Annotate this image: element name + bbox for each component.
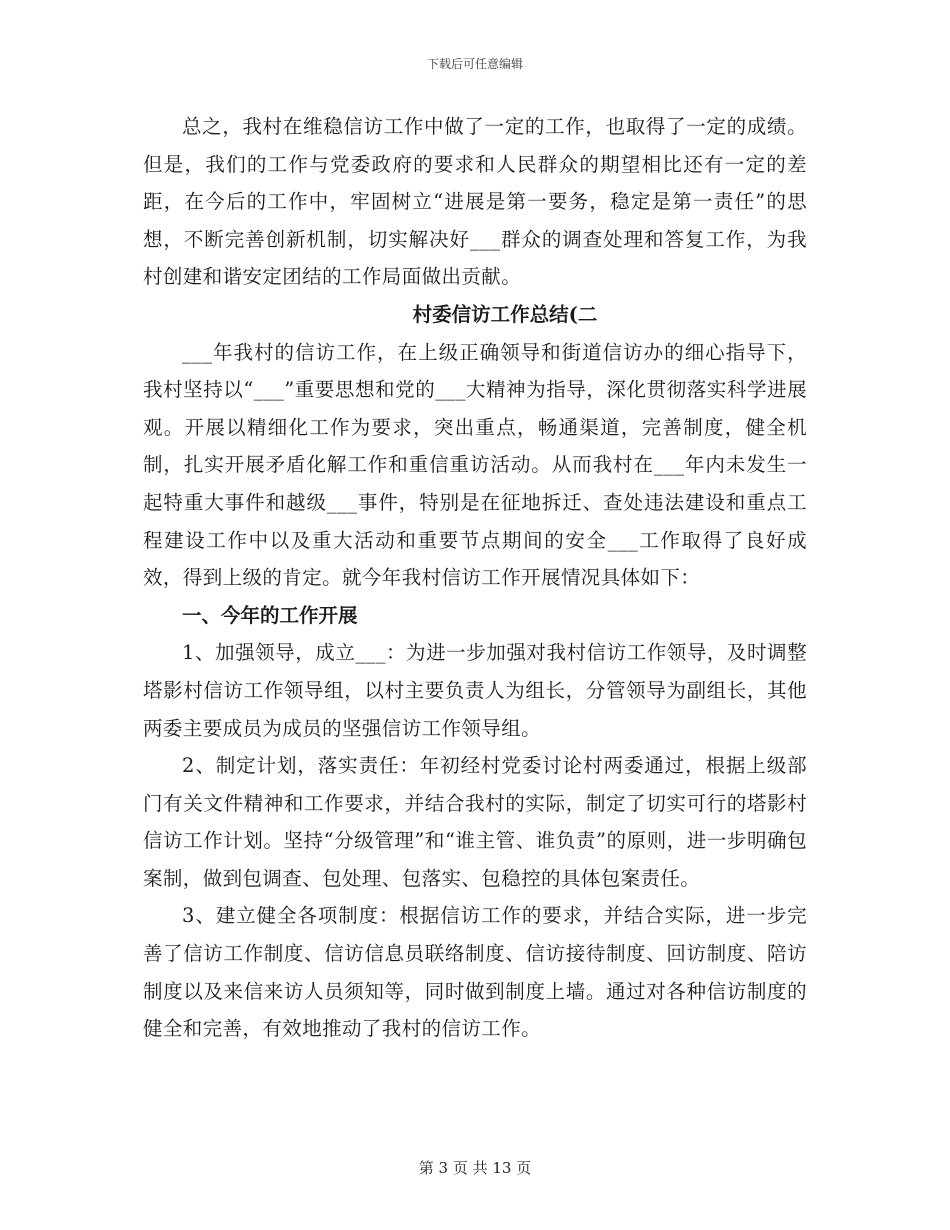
section-title: 村委信访工作总结(二 <box>412 302 598 326</box>
paragraph-conclusion: 总之，我村在维稳信访工作中做了一定的工作，也取得了一定的成绩。但是，我们的工作与党委政府的要求和人民群众的期望相比还有一定的差距，在今后的工作中，牢固树立“进展是第一要务，稳定是第一责任”的思想，不断完善创新机制，切实解决好___群众的调查处理和答复工作，为我村创建和谐安定团结的工作局面做出贡献。 <box>143 115 807 289</box>
page-footer: 第 3 页 共 13 页 <box>418 1159 532 1177</box>
page-header: 下载后可任意编辑 <box>426 57 523 71</box>
subsection-heading: 一、今年的工作开展 <box>182 603 358 627</box>
paragraph-item-1: 1、加强领导，成立___：为进一步加强对我村信访工作领导，及时调整塔影村信访工作领导组，以村主要负责人为组长，分管领导为副组长，其他两委主要成员为成员的坚强信访工作领导组。 <box>143 641 807 740</box>
paragraph-item-3: 3、建立健全各项制度：根据信访工作的要求，并结合实际，进一步完善了信访工作制度、信访信息员联络制度、信访接待制度、回访制度、陪访制度以及来信来访人员须知等，同时做到制度上墙。通过对各种信访制度的健全和完善，有效地推动了我村的信访工作。 <box>143 904 807 1041</box>
paragraph-intro: ___年我村的信访工作，在上级正确领导和街道信访办的细心指导下，我村坚持以“___”重要思想和党的___大精神为指导，深化贯彻落实科学进展观。开展以精细化工作为要求，突出重点，畅通渠道，完善制度，健全机制，扎实开展矛盾化解工作和重信重访活动。从而我村在___年内未发生一起特重大事件和越级___事件，特别是在征地拆迁、查处违法建设和重点工程建设工作中以及重大活动和重要节点期间的安全___工作取得了良好成效，得到上级的肯定。就今年我村信访工作开展情况具体如下： <box>143 340 807 590</box>
paragraph-item-2: 2、制定计划，落实责任：年初经村党委讨论村两委通过，根据上级部门有关文件精神和工作要求，并结合我村的实际，制定了切实可行的塔影村信访工作计划。坚持“分级管理”和“谁主管、谁负责”的原则，进一步明确包案制，做到包调查、包处理、包落实、包稳控的具体包案责任。 <box>143 754 807 890</box>
document-body <box>143 108 807 1048</box>
